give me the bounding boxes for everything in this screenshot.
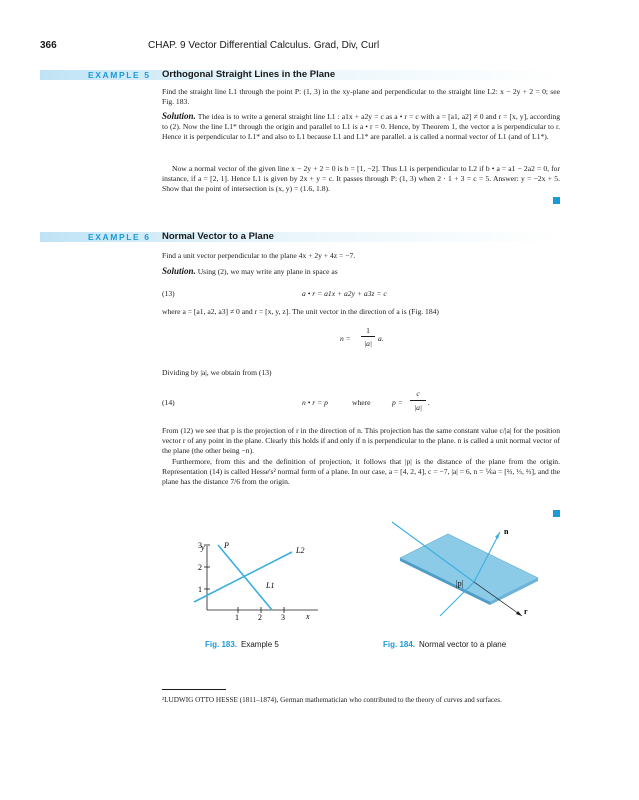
solution-label: Solution. (162, 111, 196, 121)
footnote-rule (162, 689, 226, 690)
solution-label: Solution. (162, 266, 196, 276)
example-6-text-4: From (12) we see that p is the projection of r in the direction of n. This projection has the same constant value c/|a| for the position vector r of any point in the plane. Clearly this holds if and only if n is perpendicular to the plane. n is called a unit normal vector of the plane (the other being −n). (162, 426, 560, 455)
eq-n-den: |a| (364, 339, 372, 348)
line-L1 (218, 545, 275, 610)
figure-183 (190, 540, 330, 620)
figure-184-number: Fig. 184. (383, 640, 416, 649)
figure-184-caption (383, 634, 506, 652)
example-6-solution (162, 266, 560, 277)
example-5-label: EXAMPLE 5 (88, 70, 151, 80)
eq14-frac-num: c (416, 389, 420, 398)
y-tick-label: 1 (198, 585, 202, 594)
example-5-solution (162, 111, 560, 142)
eq-n-tail: a. (378, 334, 384, 343)
eq-n-lhs: n = (340, 334, 351, 343)
x-tick-label: 3 (281, 613, 285, 620)
figure-183-caption-text: Example 5 (241, 640, 279, 649)
y-axis-label: y (201, 543, 205, 552)
x-tick-label: 1 (235, 613, 239, 620)
label-r: r (524, 607, 528, 616)
eq14-p-lhs: p = (392, 398, 403, 407)
eq14-frac-bar (410, 400, 426, 401)
example-5-solution-text: The idea is to write a general straight line L1 : a1x + a2y = c as a • r = c with a = [a1, a2] ≠ 0 and r = [x, y], according to (2). Now the line L1* through the origin and parallel to L1 is a • r = 0. Hence, by Theorem 1, the vector a is perpendicular to r. Hence it is perpendicular to L1* and also to L1 because L1 and L1* are parallel. a is called a normal vector of L1 (and of L1*). (162, 112, 560, 141)
example-6-text-5: Furthermore, from this and the definition of projection, it follows that |p| is the distance of the plane from the origin. Representation (14) is called Hesse's² normal form of a plane. In our case, a = [4, 2, 4], c = −7, |a| = 6, n = ⅙a = [⅔, ⅓, ⅔], and the plane has the distance 7/6 from the origin. (162, 457, 560, 486)
equation-14-number: (14) (162, 398, 175, 407)
page-number: 366 (40, 40, 57, 51)
L1-label: L1 (266, 581, 275, 590)
figure-184-caption-text: Normal vector to a plane (419, 640, 507, 649)
equation-13-number: (13) (162, 289, 175, 298)
example-5-answer: Now a normal vector of the given line x − 2y + 2 = 0 is b = [1, −2]. Thus L1 is perpendicular to L2 if b • a = a1 − 2a2 = 0, for instance, if a = [2, 1]. Hence L1 is given by 2x + y = c. It passes through P: (1, 3) when 2 · 1 + 3 = c = 5. Answer: y = −2x + 5. Show that the point of intersection is (x, y) = (1.6, 1.8). (162, 164, 560, 193)
y-tick-label: 2 (198, 563, 202, 572)
eq14-frac-den: |a| (414, 403, 422, 412)
arrowhead-r (516, 611, 522, 616)
x-tick-label: 2 (258, 613, 262, 620)
footnote: ²LUDWIG OTTO HESSE (1811–1874), German mathematician who contributed to the theory of curves and surfaces. (162, 696, 502, 704)
example-6-solution-text: Using (2), we may write any plane in space as (197, 267, 338, 276)
example-5-problem: Find the straight line L1 through the point P: (1, 3) in the xy-plane and perpendicular to the straight line L2: x − 2y + 2 = 0; see Fig. 183. (162, 87, 560, 106)
figure-183-caption (205, 634, 279, 652)
L2-label: L2 (296, 546, 305, 555)
example-6-label: EXAMPLE 6 (88, 232, 151, 242)
y-tick-label: 3 (198, 541, 202, 550)
label-n: n (504, 527, 509, 536)
x-axis-label: x (306, 612, 310, 620)
equation-14-where: where (352, 398, 371, 407)
running-title: CHAP. 9 Vector Differential Calculus. Grad, Div, Curl (148, 40, 380, 51)
eq14-period: . (428, 398, 430, 407)
example-6-text-3: Dividing by |a|, we obtain from (13) (162, 368, 272, 377)
point-P-label: P (224, 541, 229, 550)
equation-14-lhs: n • r = p (302, 398, 328, 407)
arrowhead-n (495, 532, 500, 539)
example-6-problem: Find a unit vector perpendicular to the plane 4x + 2y + 4z = −7. (162, 251, 356, 260)
line-L2 (194, 552, 292, 602)
figure-184 (390, 520, 550, 620)
equation-13: a • r = a1x + a2y + a3z = c (302, 289, 387, 298)
example-5-title: Orthogonal Straight Lines in the Plane (162, 69, 336, 80)
eq-n-frac-bar (361, 336, 375, 337)
end-of-example-mark (553, 510, 560, 517)
figure-183-number: Fig. 183. (205, 640, 238, 649)
end-of-example-mark (553, 197, 560, 204)
example-6-title: Normal Vector to a Plane (162, 231, 274, 242)
eq-n-num: 1 (366, 326, 370, 335)
example-6-text-2: where a = [a1, a2, a3] ≠ 0 and r = [x, y, z]. The unit vector in the direction of a is (Fig. 184) (162, 307, 439, 316)
label-p: |p| (456, 579, 464, 588)
